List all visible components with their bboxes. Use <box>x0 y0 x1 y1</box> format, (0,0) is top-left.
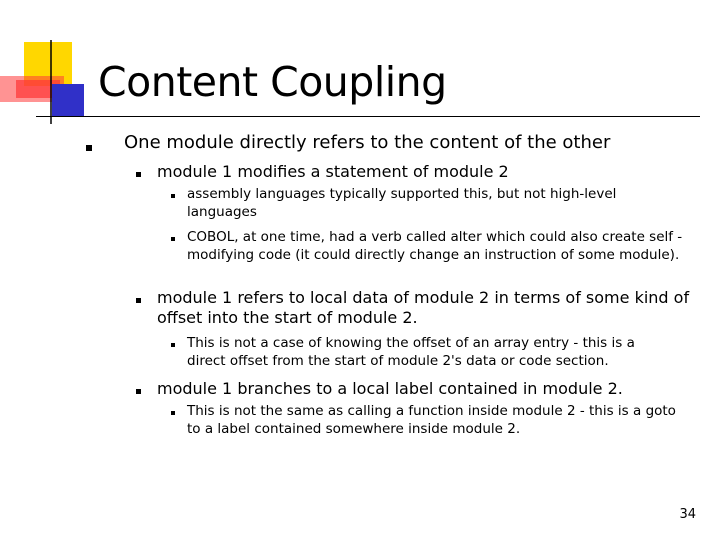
bullet-marker <box>86 145 92 151</box>
page-number: 34 <box>679 507 696 522</box>
sub-sub-bullet-text: COBOL, at one time, had a verb called alter which could also create self -modifying code (it could directly change an instruction of some module). <box>187 229 683 263</box>
sub-bullet-text: module 1 refers to local data of module 2 in terms of some kind of offset into the start of module 2. <box>157 288 690 327</box>
slide-title: Content Coupling <box>98 58 447 106</box>
bullet-marker <box>171 194 175 198</box>
corner-decoration <box>0 0 100 130</box>
sub-bullet-text: module 1 branches to a local label contained in module 2. <box>157 379 623 398</box>
title-underline <box>36 116 700 117</box>
bullet-text: One module directly refers to the content of the other <box>124 132 611 153</box>
corner-blue-square <box>52 84 84 116</box>
sub-sub-bullet-text: This is not the same as calling a function inside module 2 - this is a goto to a label contained somewhere inside module 2. <box>187 403 676 437</box>
bullet-marker <box>171 411 175 415</box>
sub-sub-bullet-text: This is not a case of knowing the offset of an array entry - this is a direct offset from the start of module 2's data or code section. <box>187 335 635 369</box>
sub-sub-bullet-text: assembly languages typically supported this, but not high-level languages <box>187 186 617 220</box>
bullet-marker <box>136 172 141 177</box>
bullet-marker <box>171 237 175 241</box>
bullet-marker <box>136 298 141 303</box>
bullet-marker <box>136 389 141 394</box>
bullet-marker <box>171 343 175 347</box>
sub-bullet-text: module 1 modifies a statement of module 2 <box>157 162 509 181</box>
